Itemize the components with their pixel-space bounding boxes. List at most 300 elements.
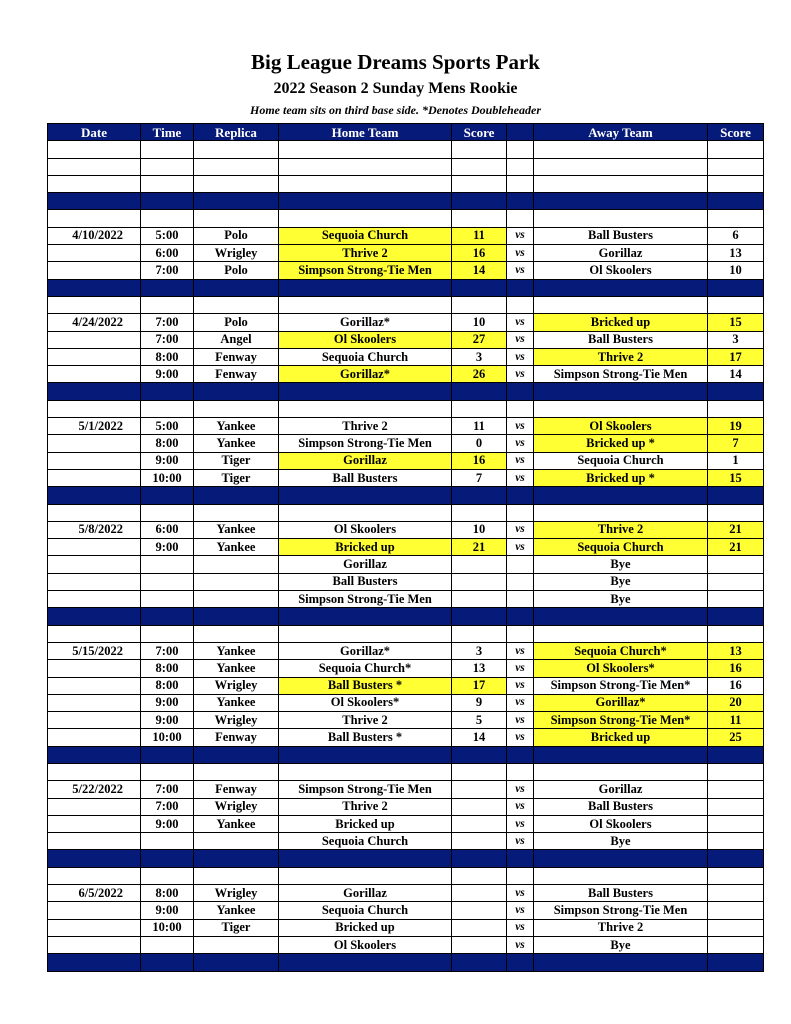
cell-home-team <box>279 175 452 192</box>
cell-away-team: Ol Skoolers <box>534 418 708 435</box>
cell-replica: Yankee <box>194 418 279 435</box>
cell-away-team <box>534 279 708 296</box>
cell-away-score <box>708 798 764 815</box>
cell-home-team <box>279 158 452 175</box>
cell-home-score <box>452 504 507 521</box>
blank-row <box>48 504 764 521</box>
table-row <box>48 781 764 798</box>
cell-home-team: Simpson Strong-Tie Men <box>279 591 452 608</box>
cell-date <box>48 366 141 383</box>
cell-time: 8:00 <box>141 677 194 694</box>
cell-vs <box>507 573 534 590</box>
cell-replica <box>194 279 279 296</box>
cell-time <box>141 504 194 521</box>
cell-away-team: Ol Skoolers <box>534 815 708 832</box>
cell-replica <box>194 954 279 971</box>
cell-away-score: 3 <box>708 331 764 348</box>
cell-away-score <box>708 867 764 884</box>
cell-away-team: Bricked up * <box>534 435 708 452</box>
cell-away-score <box>708 608 764 625</box>
cell-home-score <box>452 158 507 175</box>
cell-time: 9:00 <box>141 539 194 556</box>
cell-time <box>141 383 194 400</box>
cell-replica: Yankee <box>194 539 279 556</box>
table-row <box>48 919 764 936</box>
cell-replica <box>194 175 279 192</box>
cell-home-score <box>452 383 507 400</box>
cell-vs: vs <box>507 729 534 746</box>
cell-away-team <box>534 867 708 884</box>
cell-time <box>141 210 194 227</box>
cell-home-score <box>452 210 507 227</box>
cell-away-team: Simpson Strong-Tie Men <box>534 902 708 919</box>
cell-home-score <box>452 902 507 919</box>
cell-home-team <box>279 279 452 296</box>
cell-replica <box>194 625 279 642</box>
cell-away-score <box>708 193 764 210</box>
cell-replica <box>194 383 279 400</box>
cell-away-team: Bye <box>534 591 708 608</box>
cell-time: 7:00 <box>141 781 194 798</box>
cell-replica: Tiger <box>194 452 279 469</box>
cell-vs: vs <box>507 833 534 850</box>
cell-time: 10:00 <box>141 919 194 936</box>
table-row <box>48 573 764 590</box>
page-title: Big League Dreams Sports Park <box>251 50 540 74</box>
table-row <box>48 452 764 469</box>
cell-date <box>48 763 141 780</box>
cell-away-score <box>708 591 764 608</box>
cell-away-team: Ol Skoolers* <box>534 660 708 677</box>
cell-home-score: 11 <box>452 227 507 244</box>
cell-replica <box>194 850 279 867</box>
cell-date <box>48 591 141 608</box>
cell-vs: vs <box>507 660 534 677</box>
cell-away-score <box>708 279 764 296</box>
cell-date <box>48 746 141 763</box>
cell-away-score: 11 <box>708 712 764 729</box>
cell-replica: Angel <box>194 331 279 348</box>
cell-replica <box>194 504 279 521</box>
cell-vs: vs <box>507 435 534 452</box>
cell-vs <box>507 867 534 884</box>
cell-date <box>48 729 141 746</box>
cell-home-team <box>279 487 452 504</box>
cell-time: 9:00 <box>141 694 194 711</box>
cell-time: 9:00 <box>141 902 194 919</box>
cell-replica: Polo <box>194 262 279 279</box>
cell-away-team: Bye <box>534 936 708 953</box>
table-row <box>48 591 764 608</box>
cell-replica: Yankee <box>194 815 279 832</box>
cell-home-score: 13 <box>452 660 507 677</box>
cell-time <box>141 746 194 763</box>
cell-home-team <box>279 210 452 227</box>
cell-vs: vs <box>507 227 534 244</box>
table-header-row <box>48 124 764 141</box>
cell-home-score: 27 <box>452 331 507 348</box>
cell-time: 5:00 <box>141 227 194 244</box>
cell-time: 6:00 <box>141 245 194 262</box>
col-header-away-score: Score <box>708 124 764 141</box>
cell-away-team: Thrive 2 <box>534 521 708 538</box>
cell-home-team: Ball Busters <box>279 573 452 590</box>
cell-home-team: Gorillaz* <box>279 642 452 659</box>
cell-vs <box>507 556 534 573</box>
cell-replica <box>194 867 279 884</box>
cell-home-team: Thrive 2 <box>279 418 452 435</box>
cell-home-team: Sequoia Church* <box>279 660 452 677</box>
table-row <box>48 469 764 486</box>
cell-date <box>48 694 141 711</box>
table-row <box>48 694 764 711</box>
cell-home-score <box>452 781 507 798</box>
table-row <box>48 712 764 729</box>
cell-away-score <box>708 936 764 953</box>
cell-date <box>48 815 141 832</box>
cell-home-team: Ol Skoolers <box>279 936 452 953</box>
cell-vs: vs <box>507 798 534 815</box>
table-row <box>48 902 764 919</box>
cell-away-score <box>708 556 764 573</box>
cell-away-team: Ball Busters <box>534 798 708 815</box>
cell-vs: vs <box>507 331 534 348</box>
cell-vs <box>507 210 534 227</box>
cell-vs <box>507 296 534 313</box>
table-row <box>48 435 764 452</box>
cell-away-team: Bye <box>534 556 708 573</box>
cell-replica <box>194 296 279 313</box>
cell-date <box>48 296 141 313</box>
week-separator-row <box>48 954 764 971</box>
cell-vs <box>507 487 534 504</box>
week-separator-row <box>48 608 764 625</box>
cell-date <box>48 625 141 642</box>
cell-away-score: 13 <box>708 245 764 262</box>
cell-home-team: Bricked up <box>279 815 452 832</box>
cell-home-score <box>452 815 507 832</box>
cell-home-team: Sequoia Church <box>279 227 452 244</box>
cell-away-score: 6 <box>708 227 764 244</box>
cell-replica <box>194 833 279 850</box>
cell-replica <box>194 746 279 763</box>
cell-home-score <box>452 573 507 590</box>
cell-vs: vs <box>507 919 534 936</box>
cell-home-team: Gorillaz <box>279 452 452 469</box>
cell-time: 7:00 <box>141 642 194 659</box>
cell-away-team <box>534 504 708 521</box>
cell-away-team: Bye <box>534 833 708 850</box>
cell-time: 9:00 <box>141 815 194 832</box>
cell-away-score: 16 <box>708 660 764 677</box>
cell-away-score: 19 <box>708 418 764 435</box>
cell-date <box>48 919 141 936</box>
cell-replica <box>194 591 279 608</box>
cell-away-team: Ball Busters <box>534 331 708 348</box>
cell-time <box>141 763 194 780</box>
cell-home-score <box>452 833 507 850</box>
cell-away-score <box>708 400 764 417</box>
cell-time <box>141 850 194 867</box>
cell-home-team: Ol Skoolers <box>279 331 452 348</box>
cell-home-score: 16 <box>452 452 507 469</box>
cell-home-team: Ball Busters * <box>279 729 452 746</box>
cell-away-team: Sequoia Church <box>534 452 708 469</box>
cell-home-score <box>452 798 507 815</box>
cell-replica <box>194 573 279 590</box>
cell-away-score <box>708 487 764 504</box>
cell-away-score: 15 <box>708 469 764 486</box>
cell-home-score <box>452 193 507 210</box>
cell-home-team: Sequoia Church <box>279 348 452 365</box>
table-row <box>48 815 764 832</box>
cell-away-score: 13 <box>708 642 764 659</box>
cell-home-score <box>452 608 507 625</box>
cell-home-team <box>279 383 452 400</box>
cell-time <box>141 625 194 642</box>
cell-time: 8:00 <box>141 435 194 452</box>
cell-vs: vs <box>507 452 534 469</box>
cell-home-score: 3 <box>452 642 507 659</box>
blank-row <box>48 625 764 642</box>
cell-home-score: 7 <box>452 469 507 486</box>
cell-vs: vs <box>507 418 534 435</box>
cell-away-score <box>708 781 764 798</box>
cell-time: 10:00 <box>141 729 194 746</box>
cell-date <box>48 833 141 850</box>
cell-home-team: Ol Skoolers* <box>279 694 452 711</box>
cell-vs <box>507 746 534 763</box>
col-header-vs <box>507 124 534 141</box>
cell-replica <box>194 193 279 210</box>
cell-away-score: 20 <box>708 694 764 711</box>
cell-time <box>141 833 194 850</box>
cell-home-team <box>279 400 452 417</box>
cell-replica: Wrigley <box>194 677 279 694</box>
blank-row <box>48 296 764 313</box>
cell-home-team: Gorillaz* <box>279 314 452 331</box>
blank-row <box>48 158 764 175</box>
col-header-date: Date <box>48 124 141 141</box>
cell-time: 7:00 <box>141 262 194 279</box>
cell-home-score <box>452 919 507 936</box>
cell-replica <box>194 158 279 175</box>
cell-home-score: 16 <box>452 245 507 262</box>
cell-away-score: 16 <box>708 677 764 694</box>
week-separator-row <box>48 193 764 210</box>
cell-time: 8:00 <box>141 660 194 677</box>
cell-vs: vs <box>507 885 534 902</box>
table-row <box>48 677 764 694</box>
cell-home-team <box>279 954 452 971</box>
cell-date: 5/22/2022 <box>48 781 141 798</box>
cell-home-team: Simpson Strong-Tie Men <box>279 435 452 452</box>
cell-time <box>141 193 194 210</box>
cell-home-team: Thrive 2 <box>279 798 452 815</box>
cell-home-score <box>452 763 507 780</box>
cell-time <box>141 867 194 884</box>
table-row <box>48 660 764 677</box>
cell-away-score <box>708 296 764 313</box>
week-separator-row <box>48 487 764 504</box>
cell-time: 10:00 <box>141 469 194 486</box>
cell-home-team <box>279 504 452 521</box>
cell-home-score <box>452 746 507 763</box>
col-header-replica: Replica <box>194 124 279 141</box>
cell-vs <box>507 400 534 417</box>
cell-away-score <box>708 833 764 850</box>
cell-away-team: Thrive 2 <box>534 348 708 365</box>
cell-home-team: Sequoia Church <box>279 833 452 850</box>
cell-time <box>141 954 194 971</box>
cell-away-team: Ol Skoolers <box>534 262 708 279</box>
cell-home-team: Simpson Strong-Tie Men <box>279 781 452 798</box>
cell-date <box>48 279 141 296</box>
blank-row <box>48 867 764 884</box>
cell-time: 7:00 <box>141 331 194 348</box>
schedule-body <box>48 141 764 971</box>
cell-home-score <box>452 936 507 953</box>
cell-date <box>48 452 141 469</box>
cell-away-team <box>534 158 708 175</box>
cell-away-score <box>708 625 764 642</box>
cell-date <box>48 850 141 867</box>
cell-replica: Yankee <box>194 521 279 538</box>
cell-time <box>141 556 194 573</box>
cell-home-team: Gorillaz <box>279 556 452 573</box>
cell-home-score <box>452 279 507 296</box>
schedule-note: Home team sits on third base side. *Denotes Doubleheader <box>250 103 541 117</box>
cell-vs <box>507 504 534 521</box>
cell-home-team: Bricked up <box>279 919 452 936</box>
cell-time: 5:00 <box>141 418 194 435</box>
blank-row <box>48 175 764 192</box>
cell-time <box>141 608 194 625</box>
table-row <box>48 642 764 659</box>
cell-time <box>141 141 194 158</box>
cell-away-score <box>708 902 764 919</box>
cell-replica: Wrigley <box>194 712 279 729</box>
cell-away-score: 1 <box>708 452 764 469</box>
cell-vs: vs <box>507 712 534 729</box>
cell-away-team: Simpson Strong-Tie Men <box>534 366 708 383</box>
blank-row <box>48 210 764 227</box>
cell-replica: Wrigley <box>194 798 279 815</box>
cell-date <box>48 400 141 417</box>
cell-date <box>48 331 141 348</box>
cell-vs: vs <box>507 677 534 694</box>
cell-away-score <box>708 885 764 902</box>
cell-date <box>48 193 141 210</box>
cell-home-score <box>452 591 507 608</box>
cell-replica: Polo <box>194 227 279 244</box>
col-header-home-score: Score <box>452 124 507 141</box>
cell-time: 9:00 <box>141 366 194 383</box>
cell-vs <box>507 141 534 158</box>
cell-away-team <box>534 487 708 504</box>
cell-home-score <box>452 850 507 867</box>
cell-home-team: Bricked up <box>279 539 452 556</box>
cell-home-team: Gorillaz <box>279 885 452 902</box>
cell-home-score <box>452 400 507 417</box>
cell-away-team: Gorillaz* <box>534 694 708 711</box>
table-row <box>48 366 764 383</box>
table-row <box>48 521 764 538</box>
cell-vs: vs <box>507 314 534 331</box>
cell-home-team: Thrive 2 <box>279 712 452 729</box>
cell-home-score: 3 <box>452 348 507 365</box>
cell-away-team <box>534 141 708 158</box>
table-row <box>48 936 764 953</box>
cell-away-team: Bricked up * <box>534 469 708 486</box>
cell-date <box>48 712 141 729</box>
cell-vs <box>507 193 534 210</box>
cell-time <box>141 400 194 417</box>
cell-home-score: 17 <box>452 677 507 694</box>
cell-replica: Fenway <box>194 729 279 746</box>
cell-home-score <box>452 141 507 158</box>
cell-away-score: 15 <box>708 314 764 331</box>
cell-date <box>48 677 141 694</box>
table-row <box>48 262 764 279</box>
table-row <box>48 245 764 262</box>
cell-home-team <box>279 625 452 642</box>
cell-replica: Polo <box>194 314 279 331</box>
cell-home-team: Ball Busters * <box>279 677 452 694</box>
cell-date: 5/1/2022 <box>48 418 141 435</box>
cell-replica <box>194 400 279 417</box>
cell-away-team: Thrive 2 <box>534 919 708 936</box>
table-row <box>48 418 764 435</box>
cell-away-score <box>708 175 764 192</box>
cell-home-team <box>279 763 452 780</box>
cell-date <box>48 210 141 227</box>
cell-replica: Fenway <box>194 781 279 798</box>
cell-home-team: Thrive 2 <box>279 245 452 262</box>
table-row <box>48 833 764 850</box>
cell-replica: Fenway <box>194 348 279 365</box>
table-row <box>48 556 764 573</box>
cell-time: 8:00 <box>141 885 194 902</box>
cell-home-team <box>279 746 452 763</box>
cell-away-score <box>708 573 764 590</box>
cell-away-team: Sequoia Church* <box>534 642 708 659</box>
cell-date <box>48 573 141 590</box>
cell-replica <box>194 556 279 573</box>
cell-home-score: 26 <box>452 366 507 383</box>
cell-date <box>48 504 141 521</box>
cell-away-score: 17 <box>708 348 764 365</box>
table-row <box>48 314 764 331</box>
cell-date <box>48 435 141 452</box>
cell-replica <box>194 141 279 158</box>
cell-away-team: Gorillaz <box>534 245 708 262</box>
cell-date <box>48 158 141 175</box>
cell-home-team: Ball Busters <box>279 469 452 486</box>
cell-home-score <box>452 556 507 573</box>
cell-vs: vs <box>507 781 534 798</box>
cell-replica: Tiger <box>194 919 279 936</box>
cell-time <box>141 936 194 953</box>
cell-time: 6:00 <box>141 521 194 538</box>
cell-replica <box>194 936 279 953</box>
cell-vs <box>507 175 534 192</box>
cell-home-score: 14 <box>452 262 507 279</box>
cell-away-team <box>534 175 708 192</box>
cell-time: 9:00 <box>141 452 194 469</box>
cell-vs: vs <box>507 521 534 538</box>
cell-away-team <box>534 850 708 867</box>
